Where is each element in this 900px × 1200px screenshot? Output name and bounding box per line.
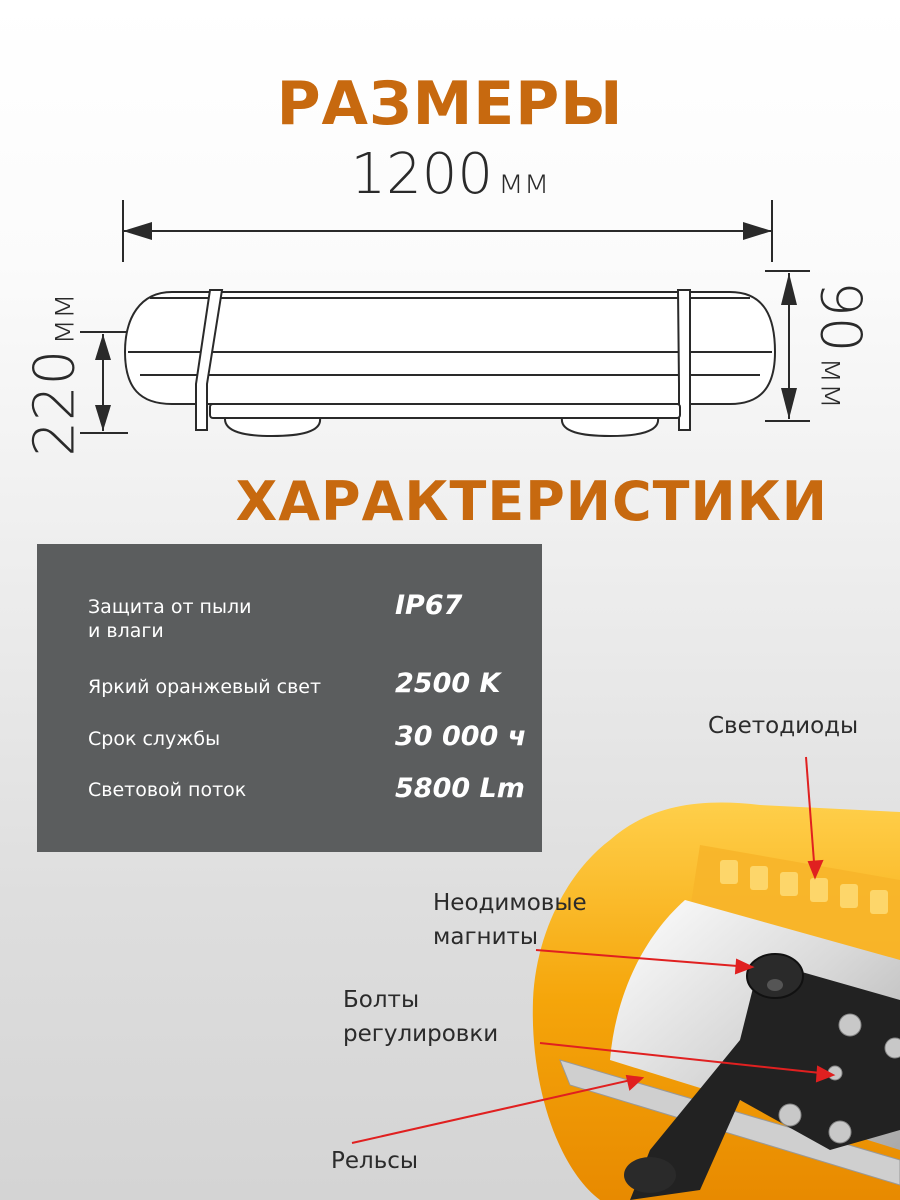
spec-label-protection-line2: и влаги [88, 620, 164, 642]
callout-bolts [343, 983, 498, 1051]
spec-value-protection: IP67 [395, 590, 463, 621]
callout-magnets [433, 886, 587, 954]
spec-value-luminous-flux: 5800 Lm [395, 773, 525, 804]
magnet-foot-lower [624, 1157, 676, 1193]
height-unit: мм [42, 293, 83, 345]
depth-unit: мм [812, 357, 853, 409]
depth-arrowhead-top [781, 273, 797, 305]
length-value: 1200 [350, 142, 494, 207]
spec-label-luminous-flux: Световой поток [88, 779, 247, 801]
lightbar-product-photo [520, 770, 900, 1200]
callout-bolts-line1: Болты [343, 987, 420, 1013]
spec-label-protection-line1: Защита от пыли [88, 596, 252, 618]
callout-magnets-line2: магниты [433, 924, 539, 950]
depth-value: 90 [807, 281, 873, 353]
callout-rails: Рельсы [331, 1148, 419, 1174]
lightbar-base [210, 404, 680, 418]
spec-label-lifetime: Срок службы [88, 728, 221, 750]
callout-bolts-line2: регулировки [343, 1021, 499, 1047]
spec-value-color: 2500 K [395, 668, 501, 699]
left-magnet-outline [225, 418, 320, 436]
spec-value-lifetime: 30 000 ч [395, 721, 527, 752]
height-value: 220 [22, 349, 88, 457]
right-magnet-outline [562, 418, 658, 436]
magnet-foot [747, 954, 803, 998]
spec-label-color: Яркий оранжевый свет [88, 676, 322, 698]
length-arrowhead-left [123, 222, 152, 240]
dimensions-title: РАЗМЕРЫ [276, 69, 624, 139]
length-unit: мм [498, 162, 550, 202]
height-arrowhead-top [95, 334, 111, 360]
lightbar-dimension-drawing [0, 190, 900, 450]
specs-panel [37, 544, 542, 852]
depth-arrowhead-bottom [781, 388, 797, 419]
height-arrowhead-bottom [95, 405, 111, 431]
length-arrowhead-right [743, 222, 772, 240]
spec-label-protection [88, 595, 251, 643]
callout-magnets-line1: Неодимовые [433, 890, 587, 916]
callout-leds: Светодиоды [708, 713, 859, 739]
specs-title: ХАРАКТЕРИСТИКИ [235, 470, 828, 533]
